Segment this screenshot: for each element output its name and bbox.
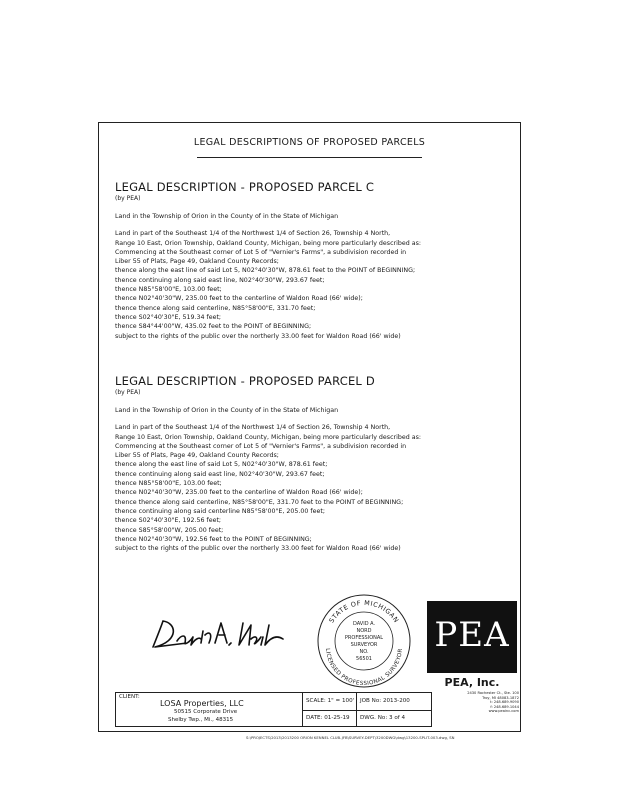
seal-ring-text: STATE OF MICHIGAN [327,598,401,625]
parcel-heading: LEGAL DESCRIPTION - PROPOSED PARCEL D [115,374,375,388]
parcel-desc-line: Range 10 East, Orion Township, Oakland County, Michigan, being more particularly described as: [115,433,422,441]
seal-line: PROFESSIONAL [344,635,384,641]
parcel-call: thence S02°40'30"E, 519.34 feet; [115,313,222,321]
scale: SCALE: 1" = 100' [306,698,355,704]
parcel-call: subject to the rights of the public over the northerly 33.00 feet for Waldon Road (66' wide) [115,545,401,553]
parcel-heading: LEGAL DESCRIPTION - PROPOSED PARCEL C [115,180,375,194]
parcel-desc-line: Commencing at the Southeast corner of Lot 5 of "Vernier's Farms", a subdivision recorded in [115,442,407,450]
company-address-line: Troy, MI 48083-1872 [482,695,519,700]
client-address-1: 50515 Corporate Drive [174,709,238,715]
seal-line: NORD [356,628,372,634]
parcel-desc-line: Commencing at the Southeast corner of Lot 5 of "Vernier's Farms", a subdivision recorded in [115,248,407,256]
client-name: LOSA Properties, LLC [160,699,244,708]
parcel-desc-line: Land in part of the Southeast 1/4 of the Northwest 1/4 of Section 26, Township 4 North, [115,424,391,432]
parcel-desc-line: Range 10 East, Orion Township, Oakland County, Michigan, being more particularly described as: [115,239,422,247]
file-path: S:\PROJECTS\2013\2013200 ORION KENNEL CLUB-JFB\SURVEY-DEPT\3200DWG\dwg\13200-SPLIT-003.dwg, SN [246,735,455,740]
parcel-desc-line: Land in part of the Southeast 1/4 of the Northwest 1/4 of Section 26, Township 4 North, [115,230,391,238]
parcel-call: thence continuing along said east line, N02°40'30"W, 293.67 feet; [115,470,325,478]
parcel-desc-line: Liber 55 of Plats, Page 49, Oakland County Records; [115,258,279,266]
parcel-call: thence S85°58'00"W, 205.00 feet; [115,526,224,534]
seal-line: 56501 [356,656,372,662]
parcel-call: thence thence along said centerline, N85°58'00"E, 331.70 feet to the POINT of BEGINNING; [115,498,404,506]
parcel-call: thence along the east line of said Lot 5, N02°40'30"W, 878.61 feet; [115,461,328,469]
parcel-call: thence N85°58'00"E, 103.00 feet; [115,480,222,488]
parcel-call: thence N02°40'30"W, 192.56 feet to the POINT of BEGINNING; [115,535,312,543]
parcel-call: thence N02°40'30"W, 235.00 feet to the centerline of Waldon Road (66' wide); [115,295,363,303]
date: DATE: 01-25-19 [306,715,350,721]
parcel-call: thence S02°40'30"E, 192.56 feet; [115,517,222,525]
parcel-desc-line: Liber 55 of Plats, Page 49, Oakland County Records; [115,452,279,460]
document-sheet [98,122,521,732]
seal-ring-text-bottom: LICENSED PROFESSIONAL SURVEYOR [323,648,405,688]
client-label: CLIENT: [119,694,140,700]
parcel-author: (by PEA) [115,389,141,396]
parcel-author: (by PEA) [115,195,141,202]
document-title: LEGAL DESCRIPTIONS OF PROPOSED PARCELS [193,137,426,148]
parcel-call: thence S84°44'00"W, 435.02 feet to the POINT of BEGINNING; [115,323,312,331]
parcel-c-description [115,181,514,341]
parcel-call: thence thence along said centerline, N85°58'00"E, 331.70 feet; [115,304,316,312]
company-address-line: t: 248.689.9090 [490,700,519,705]
company-name: PEA, Inc. [444,676,500,689]
logo-text: PEA [434,615,510,655]
parcel-call: thence continuing along said centerline N85°58'00"E, 205.00 feet; [115,507,325,515]
parcel-intro: Land in the Township of Orion in the County of in the State of Michigan [115,407,339,414]
company-address-line: f: 248.689.1044 [490,704,519,709]
parcel-call: thence along the east line of said Lot 5, N02°40'30"W, 878.61 feet to the POINT of BEGINNING; [115,267,416,275]
company-address-line: www.peainc.com [488,709,519,714]
seal-line: SURVEYOR [350,642,378,648]
job-number: JOB No: 2013-200 [360,698,410,704]
parcel-call: thence N85°58'00"E, 103.00 feet; [115,286,222,294]
seal-line: NO. [359,649,369,655]
parcel-call: thence continuing along said east line, N02°40'30"W, 293.67 feet; [115,276,325,284]
company-address-line: 2430 Rochester Ct., Ste. 100 [467,691,519,695]
seal-line: DAVID A. [352,621,376,627]
company-logo [427,601,517,673]
client-address-2: Shelby Twp., Mi., 48315 [168,717,234,723]
title-underline [197,157,422,158]
parcel-intro: Land in the Township of Orion in the County of in the State of Michigan [115,213,339,220]
drawing-number: DWG. No: 3 of 4 [360,715,406,721]
parcel-call: subject to the rights of the public over the northerly 33.00 feet for Waldon Road (66' wide) [115,332,401,340]
parcel-d-description [115,375,514,553]
company-address [439,691,519,714]
surveyor-seal [314,591,414,691]
parcel-call: thence N02°40'30"W, 235.00 feet to the centerline of Waldon Road (66' wide); [115,489,363,497]
surveyor-signature [147,617,287,653]
title-block [115,692,432,727]
